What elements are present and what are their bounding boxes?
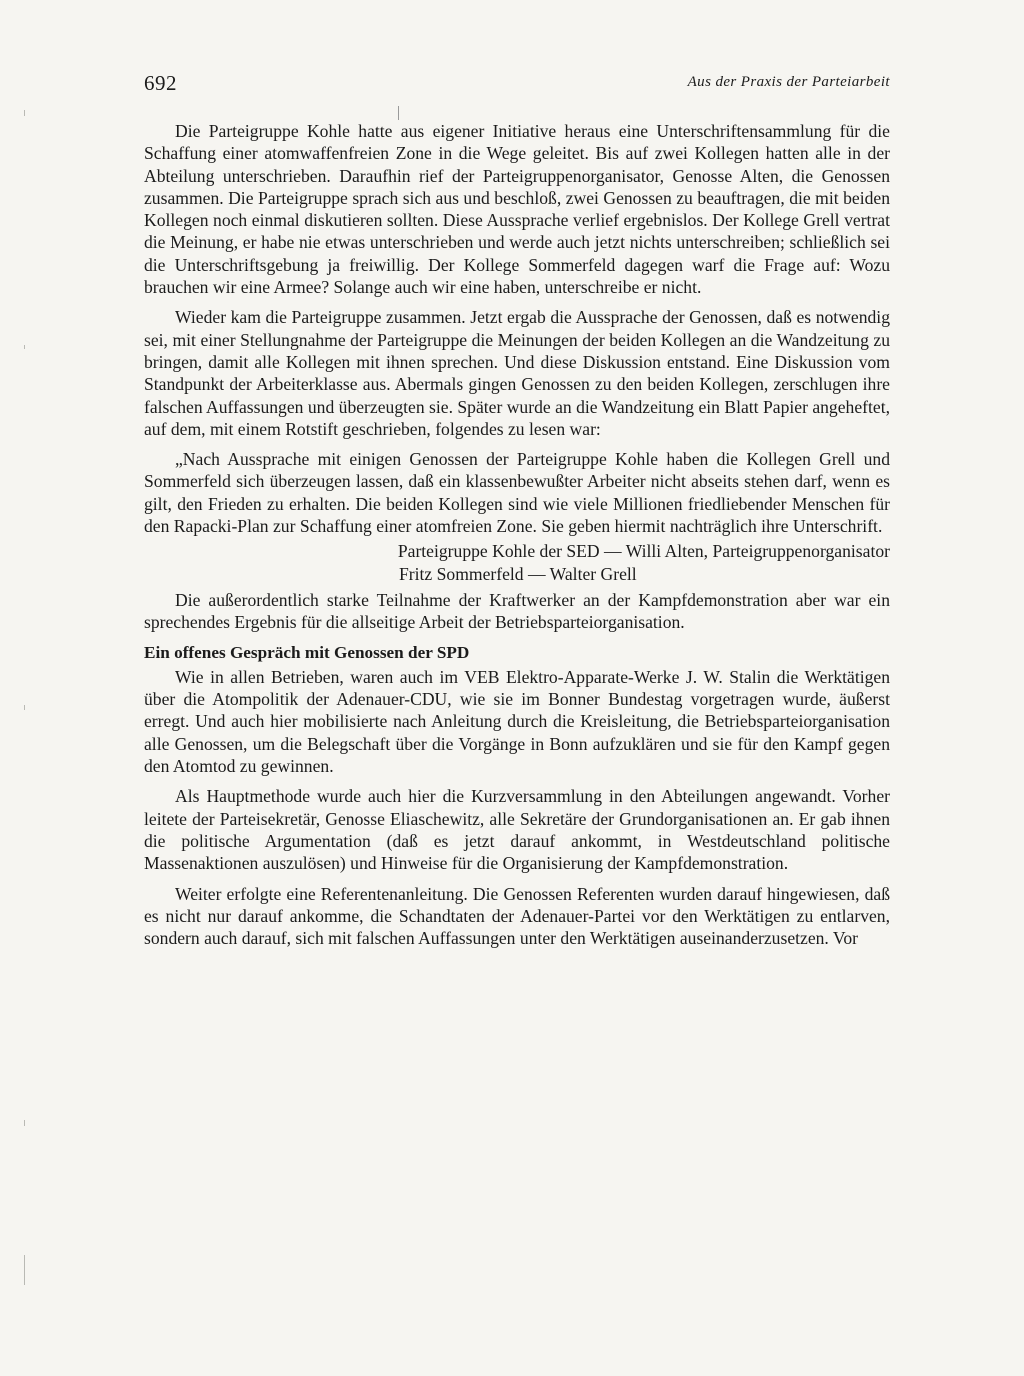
scan-mark (24, 705, 25, 710)
page-header (144, 71, 890, 97)
scan-mark (24, 345, 25, 349)
paragraph: Die außerordentlich starke Teilnahme der Kraftwerker an der Kampfdemonstration aber war ein sprechendes Ergebnis für die allseitige Arbeit der Betriebsparteiorganisation. (144, 589, 890, 633)
paragraph: Wie in allen Betrieben, waren auch im VEB Elektro-Apparate-Werke J. W. Stalin die Werktätigen über die Atompolitik der Adenauer-CDU, wie sie im Bonner Bundestag vorgetragen wurde, äußerst erregt. Und auch hier mobilisierte nach Anleitung durch die Kreisleitung, die Betriebsparteiorganisation alle Genossen, um die Belegschaft über die Vorgänge in Bonn aufzuklären und sie für den Kampf gegen den Atomtod zu gewinnen. (144, 666, 890, 777)
header-rule (398, 106, 399, 120)
scan-mark (24, 1255, 25, 1285)
paragraph: Als Hauptmethode wurde auch hier die Kurzversammlung in den Abteilungen angewandt. Vorher leitete der Parteisekretär, Genosse Eliaschewitz, alle Sekretäre der Grundorganisationen an. Er gab ihnen die politische Argumentation (daß es jetzt darauf ankommt, in Westdeutschland politische Massenaktionen auszulösen) und Hinweise für die Organisierung der Kampfdemonstration. (144, 786, 890, 874)
scan-mark (24, 1120, 25, 1126)
body-text (144, 120, 890, 957)
section-heading: Ein offenes Gespräch mit Genossen der SPD (144, 642, 470, 662)
signature-line: Fritz Sommerfeld — Walter Grell (399, 563, 637, 584)
paragraph: Die Parteigruppe Kohle hatte aus eigener Initiative heraus eine Unterschriftensammlung für die Schaffung einer atomwaffenfreien Zone in die Wege geleitet. Bis auf zwei Kollegen hatten alle in der Abteilung unterschrieben. Daraufhin rief der Parteigruppenorganisator, Genosse Alten, die Genossen zusammen. Die Parteigruppe sprach sich aus und beschloß, zwei Genossen zu beauftragen, die mit beiden Kollegen noch einmal diskutieren sollten. Diese Aussprache verlief ergebnislos. Der Kollege Grell vertrat die Meinung, er habe nie etwas unterschrieben und werde auch jetzt nichts unterschreiben; schließlich sei die Unterschriftsgebung ja freiwillig. Der Kollege Sommerfeld dagegen warf die Frage auf: Wozu brauchen wir eine Armee? Solange auch wir eine haben, unterschreibe er nicht. (144, 121, 890, 298)
signature-block (144, 540, 890, 585)
signature-line: Parteigruppe Kohle der SED — Willi Alten, Parteigruppenorganisator (397, 541, 890, 562)
running-head: Aus der Praxis der Parteiarbeit (687, 74, 890, 90)
scan-mark (24, 110, 25, 116)
page-number: 692 (144, 71, 177, 95)
quoted-notice: „Nach Aussprache mit einigen Genossen der Parteigruppe Kohle haben die Kollegen Grell und Sommerfeld sich überzeugen lassen, daß ein klassenbewußter Arbeiter nicht abseits stehen darf, wenn es gilt, den Frieden zu erhalten. Die beiden Kollegen sind wie viele Millionen friedliebender Menschen für den Rapacki-Plan zur Schaffung einer atomfreien Zone. Sie geben hiermit nachträglich ihre Unterschrift. (144, 449, 890, 537)
paragraph: Wieder kam die Parteigruppe zusammen. Jetzt ergab die Aussprache der Genossen, daß es notwendig sei, mit einer Stellungnahme der Parteigruppe die Meinungen der beiden Kollegen an die Wandzeitung zu bringen, damit alle Kollegen mit ihnen sprechen. Und diese Diskussion entstand. Eine Diskussion vom Standpunkt der Arbeiterklasse aus. Abermals gingen Genossen zu den beiden Kollegen, zerschlugen ihre falschen Auffassungen und überzeugten sie. Später wurde an die Wandzeitung ein Blatt Papier angeheftet, auf dem, mit einem Rotstift geschrieben, folgendes zu lesen war: (144, 307, 890, 439)
paragraph: Weiter erfolgte eine Referentenanleitung. Die Genossen Referenten wurden darauf hingewiesen, daß es nicht nur darauf ankomme, die Schandtaten der Adenauer-Partei vor den Werktätigen zu entlarven, sondern auch darauf, sich mit falschen Auffassungen unter den Werktätigen auseinanderzusetzen. Vor (144, 883, 890, 949)
